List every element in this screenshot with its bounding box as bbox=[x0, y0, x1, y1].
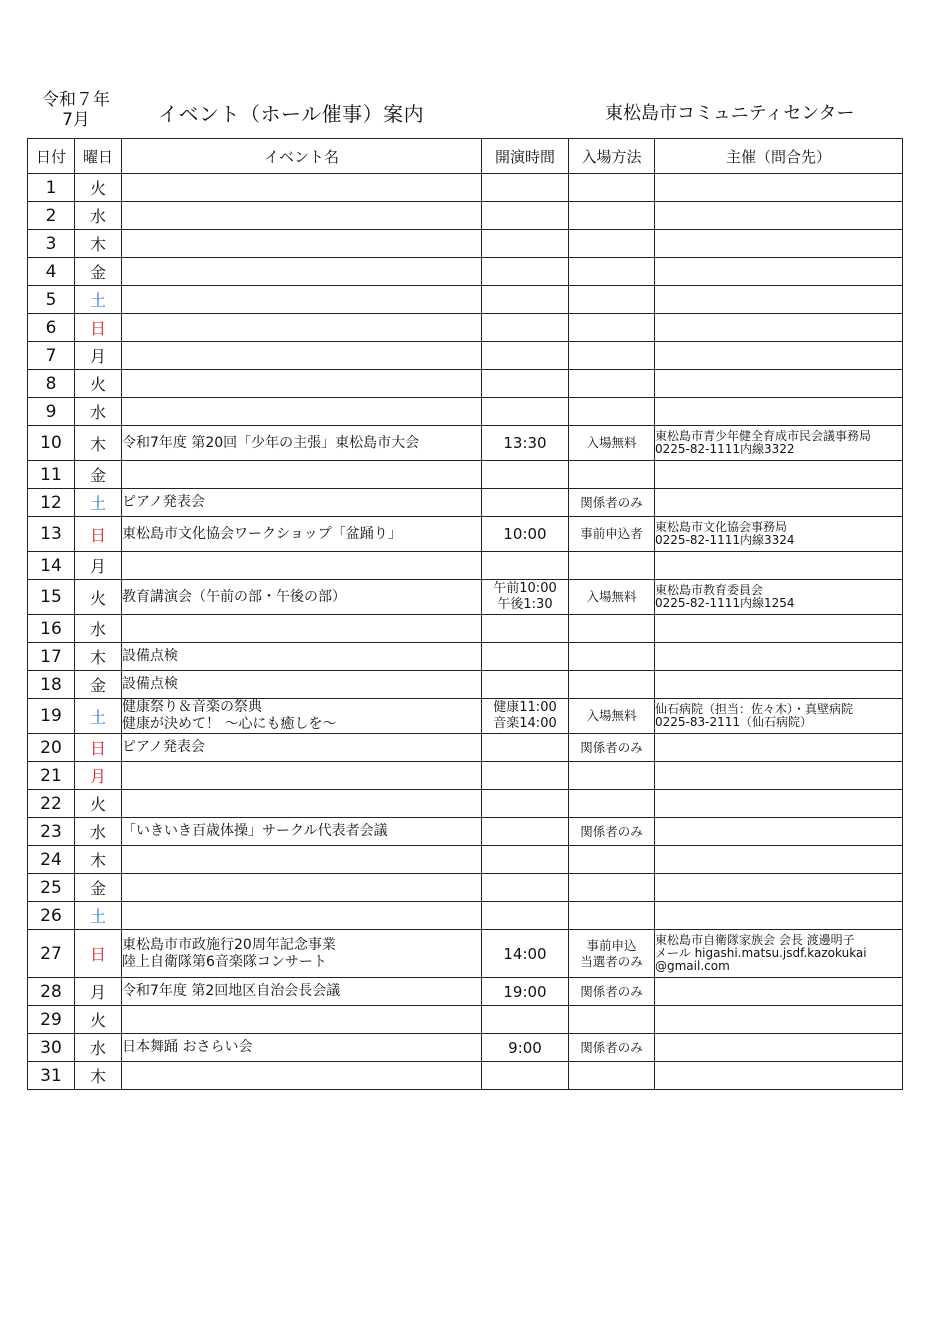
organizer-cell bbox=[655, 202, 903, 230]
organizer-cell bbox=[655, 230, 903, 258]
admission-cell-line: 関係者のみ bbox=[580, 494, 643, 510]
table-row bbox=[28, 517, 903, 552]
day-cell: 6 bbox=[28, 314, 75, 342]
weekday-cell: 月 bbox=[75, 552, 122, 580]
event-cell bbox=[122, 846, 482, 874]
time-cell bbox=[482, 202, 569, 230]
time-cell bbox=[482, 734, 569, 762]
era-year: 令和７年 bbox=[42, 90, 110, 110]
event-cell bbox=[122, 1062, 482, 1090]
event-cell bbox=[122, 930, 482, 978]
event-cell-line: 健康が決めて！ ～心にも癒しを～ bbox=[122, 716, 337, 732]
event-cell bbox=[122, 615, 482, 643]
day-cell: 21 bbox=[28, 762, 75, 790]
event-cell bbox=[122, 342, 482, 370]
event-cell bbox=[122, 902, 482, 930]
day-cell: 13 bbox=[28, 517, 75, 552]
table-row bbox=[28, 818, 903, 846]
time-cell-line: 午後1:30 bbox=[497, 597, 553, 612]
day-cell: 30 bbox=[28, 1034, 75, 1062]
organizer-cell bbox=[655, 734, 903, 762]
admission-cell-line: 入場無料 bbox=[586, 435, 637, 450]
day-cell: 9 bbox=[28, 398, 75, 426]
weekday-cell: 水 bbox=[75, 1034, 122, 1062]
organizer-cell bbox=[655, 517, 903, 552]
organizer-cell bbox=[655, 258, 903, 286]
time-cell-line: 音楽14:00 bbox=[493, 716, 557, 731]
organizer-cell bbox=[655, 643, 903, 671]
table-row bbox=[28, 615, 903, 643]
organizer-cell-line: 0225-82-1111内線3324 bbox=[655, 533, 795, 547]
day-cell: 26 bbox=[28, 902, 75, 930]
col-header-event: イベント名 bbox=[122, 139, 482, 174]
organizer-cell bbox=[655, 552, 903, 580]
event-cell bbox=[122, 489, 482, 517]
organizer-cell bbox=[655, 461, 903, 489]
organizer-cell-line: メール higashi.matsu.jsdf.kazokukai bbox=[655, 946, 867, 960]
event-cell bbox=[122, 174, 482, 202]
table-row bbox=[28, 342, 903, 370]
organizer-cell bbox=[655, 370, 903, 398]
time-cell bbox=[482, 489, 569, 517]
organizer-cell bbox=[655, 762, 903, 790]
event-cell bbox=[122, 1006, 482, 1034]
event-cell-line: 設備点検 bbox=[122, 676, 178, 692]
table-row bbox=[28, 370, 903, 398]
weekday-cell: 土 bbox=[75, 286, 122, 314]
admission-cell bbox=[569, 258, 655, 286]
day-cell: 31 bbox=[28, 1062, 75, 1090]
table-row bbox=[28, 734, 903, 762]
admission-cell-line: 関係者のみ bbox=[580, 823, 643, 839]
time-cell bbox=[482, 314, 569, 342]
organizer-cell bbox=[655, 978, 903, 1006]
event-cell bbox=[122, 874, 482, 902]
admission-cell bbox=[569, 818, 655, 846]
admission-cell bbox=[569, 517, 655, 552]
table-row bbox=[28, 489, 903, 517]
weekday-cell: 土 bbox=[75, 902, 122, 930]
event-cell bbox=[122, 370, 482, 398]
organizer-cell bbox=[655, 846, 903, 874]
table-row bbox=[28, 643, 903, 671]
event-calendar-table bbox=[27, 138, 903, 1090]
organizer-cell bbox=[655, 1006, 903, 1034]
organizer-cell bbox=[655, 671, 903, 699]
organizer-cell-line: 0225-82-1111内線1254 bbox=[655, 596, 795, 610]
admission-cell-line: 入場無料 bbox=[586, 708, 637, 723]
weekday-cell: 日 bbox=[75, 734, 122, 762]
admission-cell bbox=[569, 1006, 655, 1034]
organizer-cell bbox=[655, 818, 903, 846]
admission-cell bbox=[569, 846, 655, 874]
page-title: イベント（ホール催事）案内 bbox=[158, 102, 425, 126]
day-cell: 19 bbox=[28, 699, 75, 734]
time-cell bbox=[482, 1034, 569, 1062]
day-cell: 5 bbox=[28, 286, 75, 314]
time-cell bbox=[482, 930, 569, 978]
event-cell bbox=[122, 580, 482, 615]
organizer-cell bbox=[655, 286, 903, 314]
weekday-cell: 水 bbox=[75, 202, 122, 230]
weekday-cell: 土 bbox=[75, 489, 122, 517]
table-row bbox=[28, 790, 903, 818]
admission-cell bbox=[569, 580, 655, 615]
table-row bbox=[28, 230, 903, 258]
organizer-cell-line: 0225-82-1111内線3322 bbox=[655, 442, 795, 456]
event-cell bbox=[122, 552, 482, 580]
admission-cell-line: 事前申込 bbox=[586, 937, 637, 953]
event-cell bbox=[122, 762, 482, 790]
admission-cell bbox=[569, 552, 655, 580]
table-row bbox=[28, 671, 903, 699]
event-cell-line: 東松島市市政施行20周年記念事業 bbox=[122, 936, 336, 953]
time-cell-line: 13:30 bbox=[503, 434, 547, 452]
event-cell bbox=[122, 978, 482, 1006]
day-cell: 28 bbox=[28, 978, 75, 1006]
time-cell bbox=[482, 552, 569, 580]
time-cell bbox=[482, 902, 569, 930]
admission-cell bbox=[569, 978, 655, 1006]
day-cell: 4 bbox=[28, 258, 75, 286]
day-cell: 27 bbox=[28, 930, 75, 978]
day-cell: 11 bbox=[28, 461, 75, 489]
event-cell bbox=[122, 258, 482, 286]
weekday-cell: 木 bbox=[75, 426, 122, 461]
table-row bbox=[28, 286, 903, 314]
organizer-cell bbox=[655, 1034, 903, 1062]
month: 7月 bbox=[62, 110, 90, 130]
weekday-cell: 火 bbox=[75, 1006, 122, 1034]
day-cell: 22 bbox=[28, 790, 75, 818]
weekday-cell: 日 bbox=[75, 517, 122, 552]
admission-cell bbox=[569, 342, 655, 370]
day-cell: 14 bbox=[28, 552, 75, 580]
event-cell bbox=[122, 426, 482, 461]
time-cell bbox=[482, 874, 569, 902]
day-cell: 20 bbox=[28, 734, 75, 762]
col-header-day: 日付 bbox=[28, 139, 75, 174]
event-cell bbox=[122, 202, 482, 230]
weekday-cell: 金 bbox=[75, 461, 122, 489]
time-cell bbox=[482, 978, 569, 1006]
time-cell bbox=[482, 643, 569, 671]
event-cell-line: 陸上自衛隊第6音楽隊コンサート bbox=[122, 953, 327, 970]
event-cell bbox=[122, 398, 482, 426]
organizer-cell bbox=[655, 489, 903, 517]
event-cell-line: 令和7年度 第2回地区自治会長会議 bbox=[122, 983, 341, 999]
table-row bbox=[28, 1062, 903, 1090]
time-cell bbox=[482, 615, 569, 643]
admission-cell-line: 入場無料 bbox=[586, 589, 637, 604]
time-cell bbox=[482, 461, 569, 489]
weekday-cell: 火 bbox=[75, 174, 122, 202]
day-cell: 8 bbox=[28, 370, 75, 398]
event-cell bbox=[122, 230, 482, 258]
time-cell bbox=[482, 370, 569, 398]
organizer-cell bbox=[655, 314, 903, 342]
table-row bbox=[28, 461, 903, 489]
time-cell bbox=[482, 426, 569, 461]
admission-cell bbox=[569, 489, 655, 517]
admission-cell bbox=[569, 790, 655, 818]
table-row bbox=[28, 846, 903, 874]
event-cell bbox=[122, 286, 482, 314]
event-cell-line: 設備点検 bbox=[122, 648, 178, 664]
organizer-cell-line: 東松島市自衛隊家族会 会長 渡邊明子 bbox=[655, 933, 855, 947]
time-cell bbox=[482, 286, 569, 314]
event-cell bbox=[122, 461, 482, 489]
weekday-cell: 月 bbox=[75, 978, 122, 1006]
table-row bbox=[28, 762, 903, 790]
weekday-cell: 木 bbox=[75, 643, 122, 671]
day-cell: 16 bbox=[28, 615, 75, 643]
weekday-cell: 金 bbox=[75, 874, 122, 902]
admission-cell-line: 当選者のみ bbox=[580, 953, 643, 969]
header-date bbox=[30, 90, 122, 130]
weekday-cell: 火 bbox=[75, 790, 122, 818]
event-cell bbox=[122, 671, 482, 699]
event-cell bbox=[122, 1034, 482, 1062]
organizer-cell bbox=[655, 790, 903, 818]
admission-cell bbox=[569, 426, 655, 461]
col-header-organizer: 主催（問合先） bbox=[655, 139, 903, 174]
event-cell-line: 日本舞踊 おさらい会 bbox=[122, 1039, 253, 1055]
table-row bbox=[28, 314, 903, 342]
organizer-cell-line: 東松島市青少年健全育成市民会議事務局 bbox=[655, 429, 872, 443]
col-header-admission: 入場方法 bbox=[569, 139, 655, 174]
admission-cell bbox=[569, 174, 655, 202]
time-cell bbox=[482, 580, 569, 615]
weekday-cell: 金 bbox=[75, 258, 122, 286]
admission-cell bbox=[569, 1062, 655, 1090]
time-cell bbox=[482, 818, 569, 846]
table-body bbox=[28, 174, 903, 1090]
organizer-cell bbox=[655, 615, 903, 643]
table-row bbox=[28, 699, 903, 734]
table-header-row bbox=[28, 139, 903, 174]
weekday-cell: 火 bbox=[75, 370, 122, 398]
organizer-cell bbox=[655, 580, 903, 615]
admission-cell bbox=[569, 762, 655, 790]
weekday-cell: 水 bbox=[75, 398, 122, 426]
table-row bbox=[28, 978, 903, 1006]
time-cell bbox=[482, 671, 569, 699]
event-cell-line: ピアノ発表会 bbox=[122, 494, 205, 510]
table-row bbox=[28, 426, 903, 461]
col-header-weekday: 曜日 bbox=[75, 139, 122, 174]
organizer-cell-line: 東松島市教育委員会 bbox=[655, 583, 764, 597]
admission-cell bbox=[569, 643, 655, 671]
weekday-cell: 月 bbox=[75, 762, 122, 790]
weekday-cell: 日 bbox=[75, 314, 122, 342]
weekday-cell: 水 bbox=[75, 615, 122, 643]
day-cell: 17 bbox=[28, 643, 75, 671]
time-cell bbox=[482, 762, 569, 790]
day-cell: 10 bbox=[28, 426, 75, 461]
time-cell bbox=[482, 1006, 569, 1034]
weekday-cell: 木 bbox=[75, 230, 122, 258]
time-cell bbox=[482, 846, 569, 874]
day-cell: 23 bbox=[28, 818, 75, 846]
organizer-cell bbox=[655, 398, 903, 426]
organizer-cell bbox=[655, 930, 903, 978]
time-cell-line: 19:00 bbox=[503, 982, 547, 1001]
table-row bbox=[28, 930, 903, 978]
weekday-cell: 火 bbox=[75, 580, 122, 615]
organizer-cell bbox=[655, 699, 903, 734]
organizer-cell bbox=[655, 874, 903, 902]
weekday-cell: 木 bbox=[75, 846, 122, 874]
table-row bbox=[28, 174, 903, 202]
admission-cell bbox=[569, 202, 655, 230]
day-cell: 24 bbox=[28, 846, 75, 874]
admission-cell bbox=[569, 734, 655, 762]
time-cell bbox=[482, 174, 569, 202]
event-cell-line: ピアノ発表会 bbox=[122, 739, 205, 755]
weekday-cell: 水 bbox=[75, 818, 122, 846]
admission-cell bbox=[569, 671, 655, 699]
table-row bbox=[28, 1034, 903, 1062]
organizer-cell bbox=[655, 902, 903, 930]
table-row bbox=[28, 398, 903, 426]
time-cell bbox=[482, 230, 569, 258]
time-cell-line: 10:00 bbox=[503, 525, 547, 543]
admission-cell bbox=[569, 699, 655, 734]
event-cell bbox=[122, 734, 482, 762]
day-cell: 25 bbox=[28, 874, 75, 902]
time-cell-line: 午前10:00 bbox=[493, 581, 557, 596]
organizer-cell bbox=[655, 426, 903, 461]
organizer-cell-line: @gmail.com bbox=[655, 959, 730, 973]
admission-cell bbox=[569, 314, 655, 342]
weekday-cell: 金 bbox=[75, 671, 122, 699]
day-cell: 29 bbox=[28, 1006, 75, 1034]
event-cell bbox=[122, 314, 482, 342]
admission-cell bbox=[569, 930, 655, 978]
table-row bbox=[28, 1006, 903, 1034]
col-header-time: 開演時間 bbox=[482, 139, 569, 174]
weekday-cell: 土 bbox=[75, 699, 122, 734]
event-cell bbox=[122, 699, 482, 734]
day-cell: 1 bbox=[28, 174, 75, 202]
day-cell: 15 bbox=[28, 580, 75, 615]
organizer-cell-line: 東松島市文化協会事務局 bbox=[655, 520, 788, 534]
admission-cell-line: 関係者のみ bbox=[580, 983, 643, 999]
day-cell: 3 bbox=[28, 230, 75, 258]
table-row bbox=[28, 258, 903, 286]
admission-cell bbox=[569, 902, 655, 930]
table-row bbox=[28, 202, 903, 230]
admission-cell bbox=[569, 461, 655, 489]
admission-cell bbox=[569, 1034, 655, 1062]
time-cell-line: 健康11:00 bbox=[493, 700, 557, 715]
table-row bbox=[28, 580, 903, 615]
admission-cell bbox=[569, 398, 655, 426]
admission-cell-line: 関係者のみ bbox=[580, 739, 643, 755]
weekday-cell: 日 bbox=[75, 930, 122, 978]
table-row bbox=[28, 902, 903, 930]
time-cell bbox=[482, 790, 569, 818]
event-cell bbox=[122, 818, 482, 846]
admission-cell bbox=[569, 615, 655, 643]
time-cell bbox=[482, 699, 569, 734]
event-cell-line: 健康祭り＆音楽の祭典 bbox=[122, 699, 262, 715]
organizer-cell bbox=[655, 342, 903, 370]
day-cell: 2 bbox=[28, 202, 75, 230]
time-cell bbox=[482, 1062, 569, 1090]
table-row bbox=[28, 874, 903, 902]
weekday-cell: 木 bbox=[75, 1062, 122, 1090]
day-cell: 12 bbox=[28, 489, 75, 517]
admission-cell bbox=[569, 230, 655, 258]
organization-name: 東松島市コミュニティセンター bbox=[605, 103, 855, 124]
day-cell: 18 bbox=[28, 671, 75, 699]
time-cell bbox=[482, 517, 569, 552]
admission-cell bbox=[569, 874, 655, 902]
organizer-cell bbox=[655, 174, 903, 202]
event-cell bbox=[122, 643, 482, 671]
event-cell-line: 令和7年度 第20回「少年の主張」東松島市大会 bbox=[122, 434, 420, 451]
table-row bbox=[28, 552, 903, 580]
organizer-cell-line: 0225-83-2111（仙石病院） bbox=[655, 715, 813, 729]
event-cell-line: 「いきいき百歳体操」サークル代表者会議 bbox=[122, 823, 388, 839]
event-cell-line: 教育講演会（午前の部・午後の部） bbox=[122, 588, 346, 605]
admission-cell-line: 事前申込者 bbox=[580, 526, 643, 541]
time-cell-line: 9:00 bbox=[508, 1038, 542, 1057]
time-cell-line: 14:00 bbox=[503, 944, 547, 963]
admission-cell bbox=[569, 370, 655, 398]
time-cell bbox=[482, 258, 569, 286]
admission-cell-line: 関係者のみ bbox=[580, 1039, 643, 1055]
weekday-cell: 月 bbox=[75, 342, 122, 370]
organizer-cell-line: 仙石病院（担当：佐々木）・真壁病院 bbox=[655, 702, 854, 716]
event-cell bbox=[122, 517, 482, 552]
admission-cell bbox=[569, 286, 655, 314]
event-cell bbox=[122, 790, 482, 818]
time-cell bbox=[482, 398, 569, 426]
event-cell-line: 東松島市文化協会ワークショップ「盆踊り」 bbox=[122, 525, 402, 542]
organizer-cell bbox=[655, 1062, 903, 1090]
day-cell: 7 bbox=[28, 342, 75, 370]
time-cell bbox=[482, 342, 569, 370]
